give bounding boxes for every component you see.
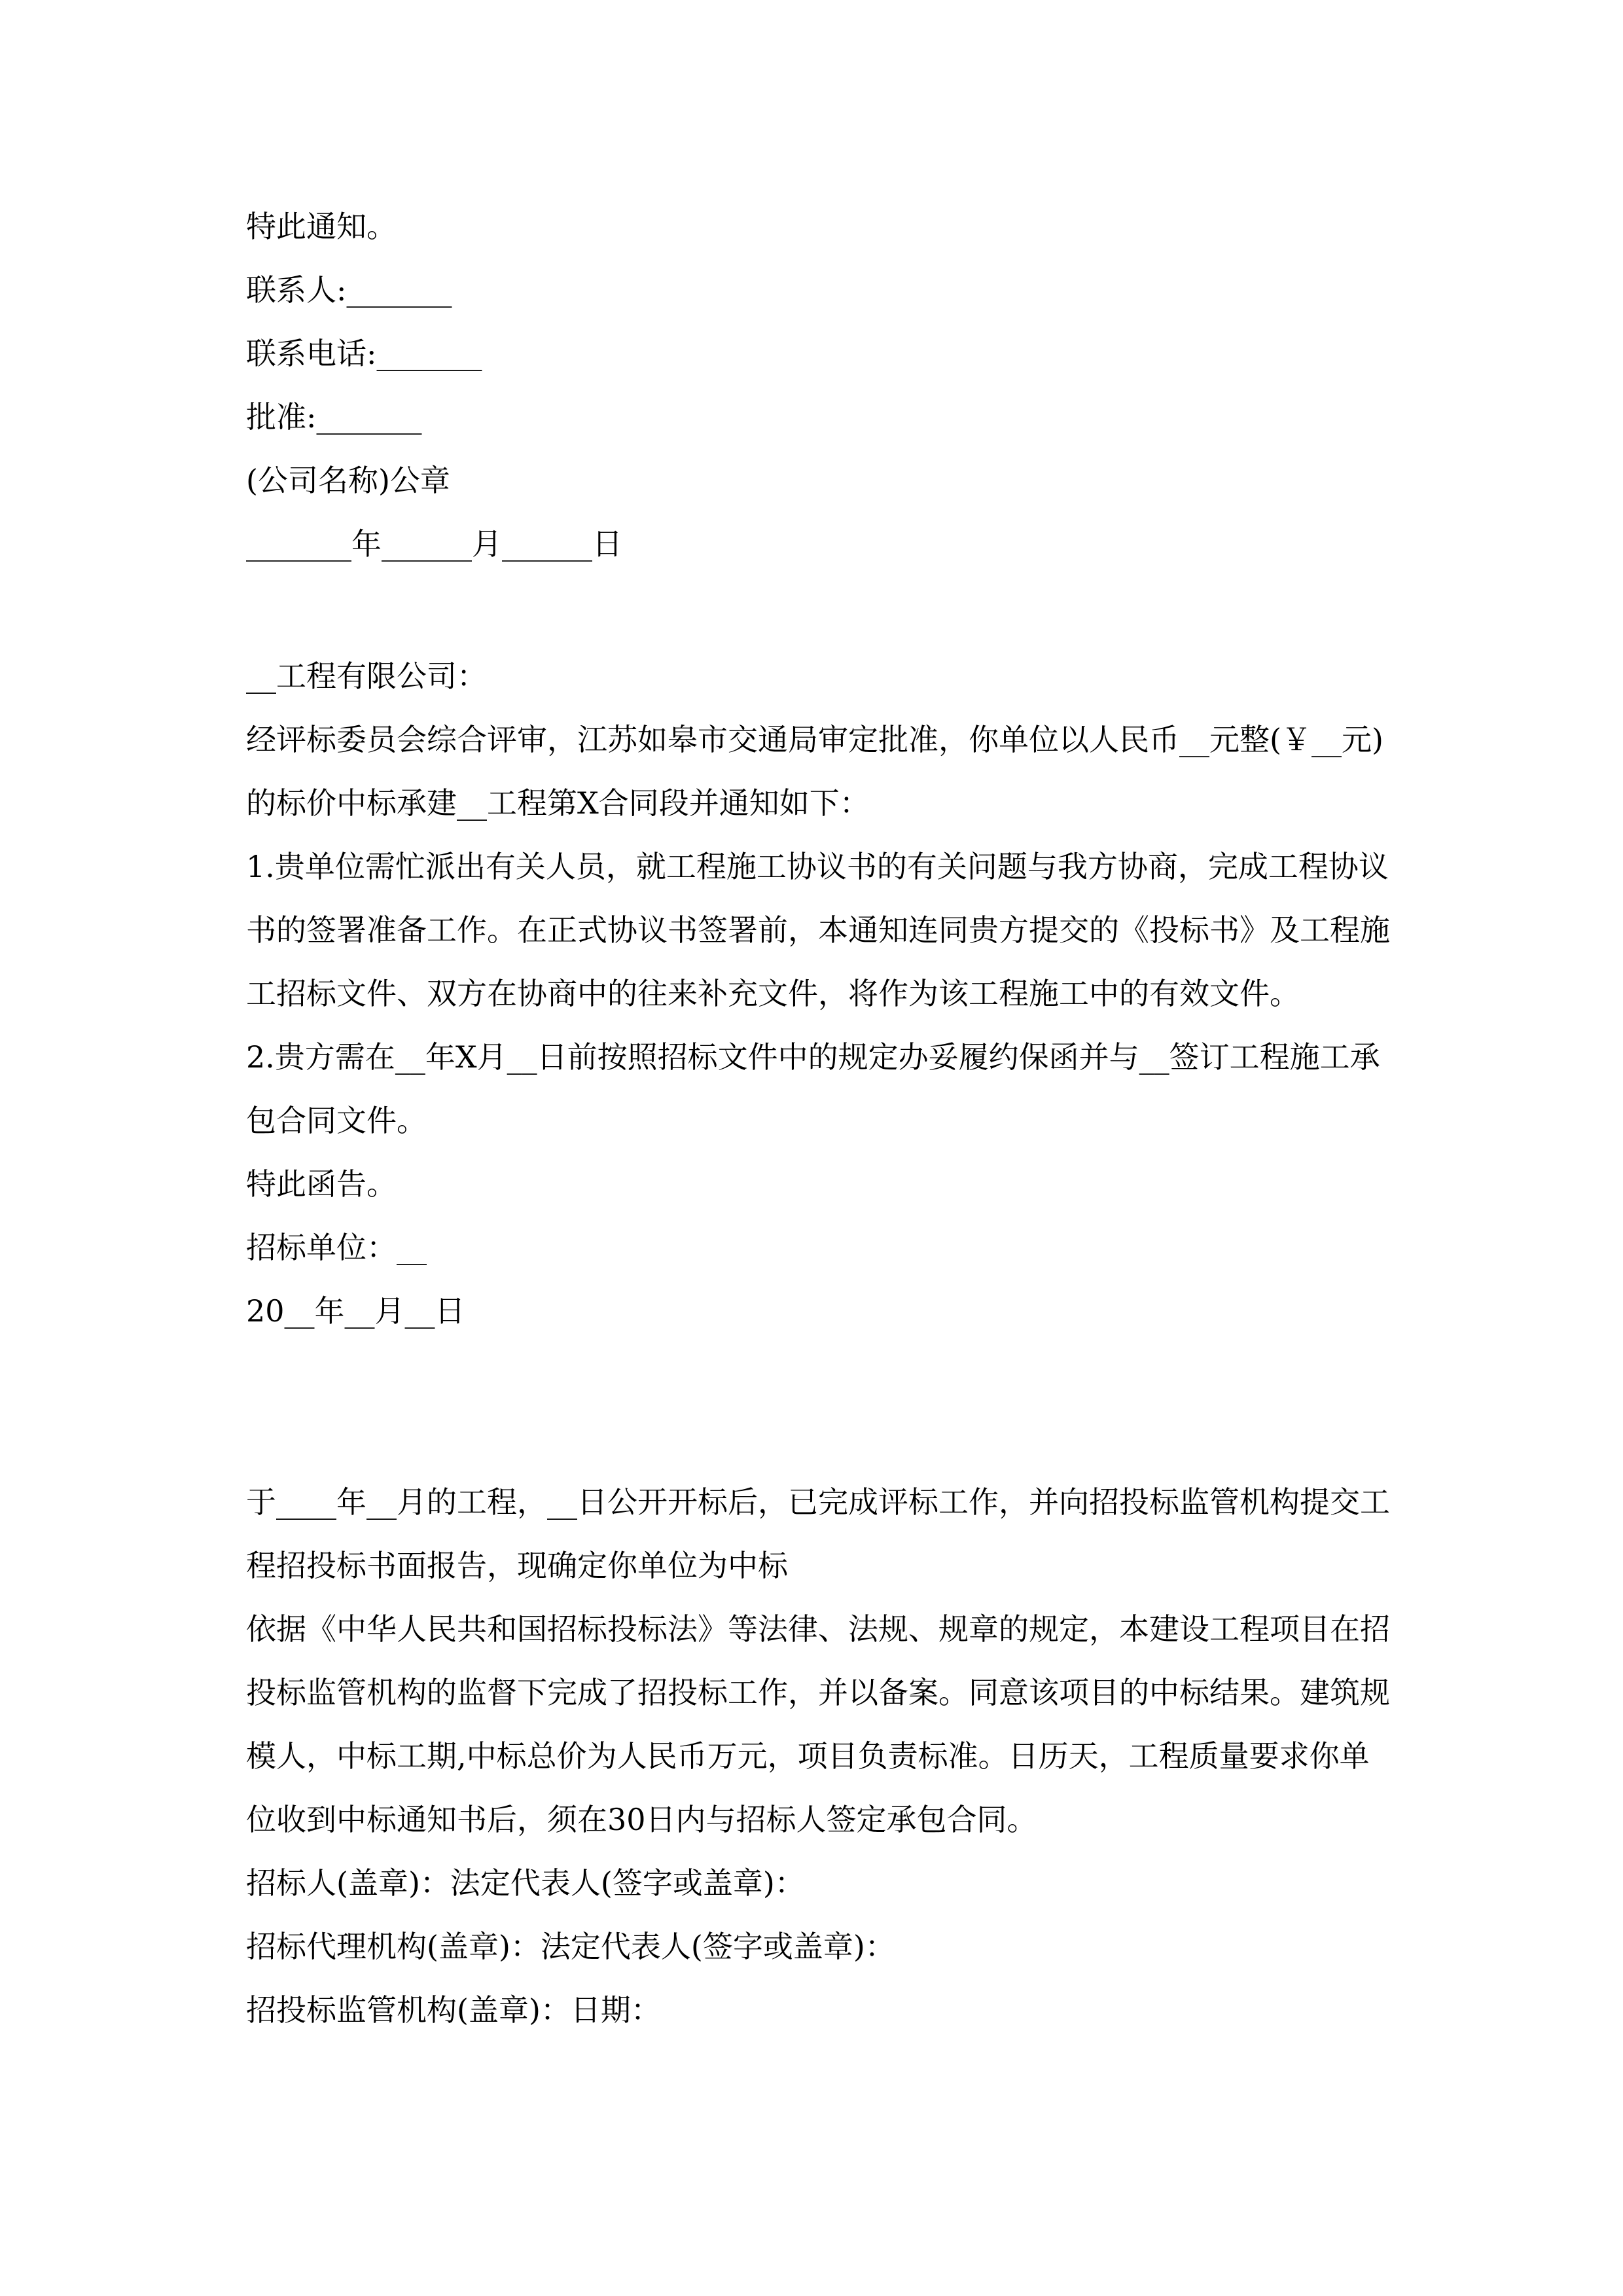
signature-line-supervisor: 招投标监管机构(盖章)：日期： (246, 1992, 661, 2028)
contact-phone-line: 联系电话:_______ (246, 336, 482, 371)
signature-line-agency: 招标代理机构(盖章)：法定代表人(签字或盖章)： (246, 1929, 895, 1964)
bidder-unit-line: 招标单位：__ (246, 1230, 427, 1265)
bid-result-paragraph-1: 于____年__月的工程，__日公开开标后，已完成评标工作，并向招投标监管机构提交工程招投标书面报告，现确定你单位为中标 (246, 1484, 1390, 1583)
closing-line: 特此函告。 (246, 1166, 397, 1202)
item-1-paragraph: 1.贵单位需忙派出有关人员，就工程施工协议书的有关问题与我方协商，完成工程协议书的签署准备工作。在正式协议书签署前，本通知连同贵方提交的《投标书》及工程施工招标文件、双方在协商中的往来补充文件，将作为该工程施工中的有效文件。 (246, 849, 1390, 1011)
approval-line: 批准:_______ (246, 399, 422, 435)
bid-result-paragraph-2: 依据《中华人民共和国招标投标法》等法律、法规、规章的规定，本建设工程项目在招投标监管机构的监督下完成了招投标工作，并以备案。同意该项目的中标结果。建筑规模人，中标工期,中标总价为人民币万元，项目负责标准。日历天，工程质量要求你单位收到中标通知书后，须在30日内与招标人签定承包合同。 (246, 1611, 1390, 1837)
notice-line: 特此通知。 (246, 209, 397, 244)
item-2-paragraph: 2.贵方需在__年X月__日前按照招标文件中的规定办妥履约保函并与__签订工程施工承包合同文件。 (246, 1039, 1380, 1138)
contact-person-line: 联系人:_______ (246, 272, 452, 308)
notice-section (246, 195, 1398, 576)
award-letter-section (246, 645, 1398, 1343)
salutation: __工程有限公司： (246, 658, 487, 694)
company-seal-line: (公司名称)公章 (246, 463, 450, 498)
date-line: _______年______月______日 (246, 526, 622, 562)
letter-date-line: 20__年__月__日 (246, 1293, 465, 1329)
award-body-paragraph: 经评标委员会综合评审，江苏如皋市交通局审定批准，你单位以人民币__元整(￥__元)的标价中标承建__工程第X合同段并通知如下： (246, 722, 1383, 821)
bid-result-section (246, 1471, 1398, 2042)
signature-line-tenderer: 招标人(盖章)：法定代表人(签字或盖章)： (246, 1865, 805, 1901)
